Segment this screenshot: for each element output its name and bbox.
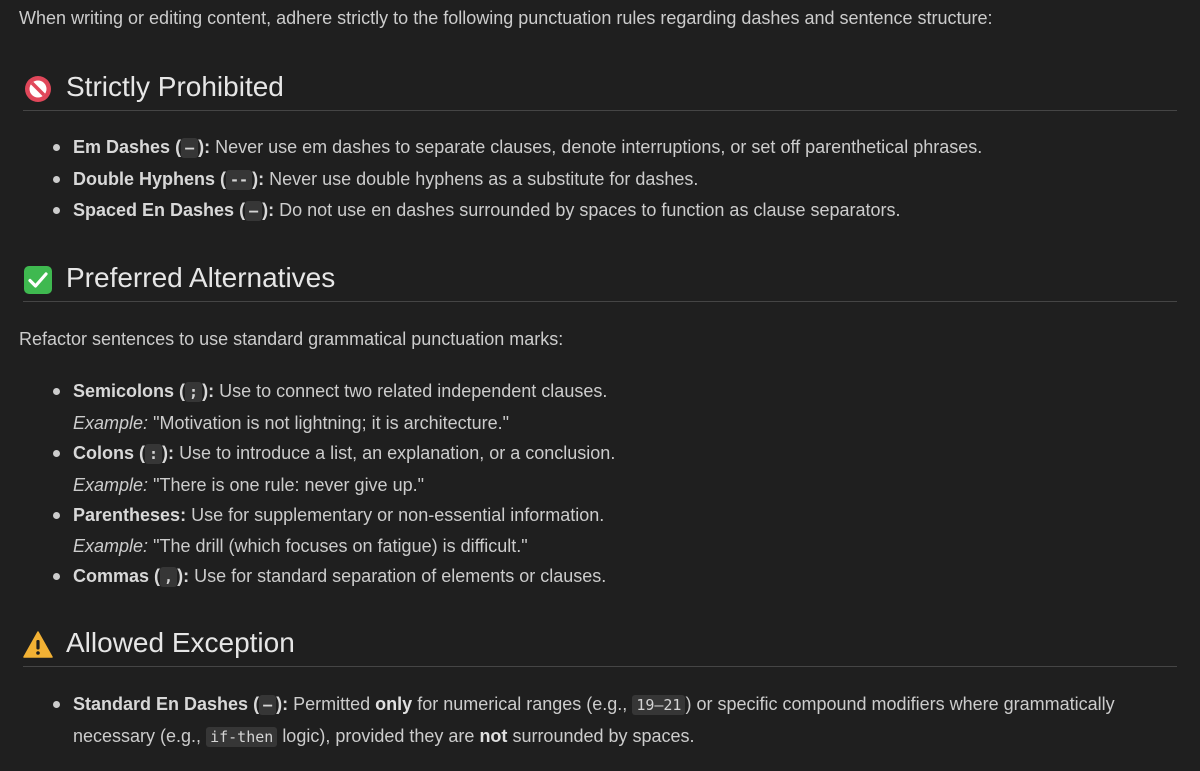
warning-icon xyxy=(23,630,53,660)
list-item xyxy=(49,164,1177,196)
no-entry-icon xyxy=(23,74,53,104)
heading-title: Allowed Exception xyxy=(66,627,295,658)
emphasis-only: only xyxy=(375,694,413,714)
term: Commas ( , ): xyxy=(73,566,190,586)
intro-text: When writing or editing content, adhere strictly to the following punctuation rules regarding dashes and sentence structure: xyxy=(19,8,993,28)
emphasis-not: not xyxy=(479,725,508,746)
bullet xyxy=(53,144,60,151)
term: Em Dashes ( — ): xyxy=(73,137,211,157)
list-item xyxy=(49,132,1177,164)
heading-title: Strictly Prohibited xyxy=(66,71,284,102)
bullet xyxy=(53,207,60,214)
term: Double Hyphens ( -- ): xyxy=(73,168,265,189)
example: Example: "The drill (which focuses on fatigue) is difficult." xyxy=(73,535,528,556)
exception-list xyxy=(49,689,1177,752)
description: Never use em dashes to separate clauses, denote interruptions, or set off parenthetical phrases. xyxy=(215,137,983,157)
list-item xyxy=(49,438,1177,500)
bullet xyxy=(53,450,60,457)
description: Use to connect two related independent clauses. xyxy=(219,381,608,401)
code-snippet: , xyxy=(160,567,177,587)
code-snippet: : xyxy=(145,444,162,464)
code-snippet: -- xyxy=(226,170,252,190)
heading-preferred-alternatives xyxy=(23,253,1177,302)
code-snippet: — xyxy=(181,138,198,158)
description: Use to introduce a list, an explanation, or a conclusion. xyxy=(179,443,616,463)
term: Spaced En Dashes ( – ): xyxy=(73,200,275,220)
bullet xyxy=(53,388,60,395)
bullet xyxy=(53,701,60,708)
term: Semicolons ( ; ): xyxy=(73,381,215,401)
description: Never use double hyphens as a substitute for dashes. xyxy=(269,168,699,189)
list-item xyxy=(49,500,1177,561)
code-compound: if-then xyxy=(206,727,277,747)
prohibited-list xyxy=(49,132,1177,227)
list-item xyxy=(49,376,1177,438)
code-snippet: – xyxy=(245,201,262,221)
description: Do not use en dashes surrounded by spaces to function as clause separators. xyxy=(279,200,901,220)
code-snippet: – xyxy=(259,695,276,715)
list-item xyxy=(49,561,1177,593)
bullet xyxy=(53,512,60,519)
term: Parentheses: xyxy=(73,505,187,525)
list-item xyxy=(49,195,1177,227)
term: Colons ( : ): xyxy=(73,443,175,463)
preferred-intro: Refactor sentences to use standard grammatical punctuation marks: xyxy=(19,329,564,349)
heading-strictly-prohibited xyxy=(23,62,1177,111)
list-item: Standard En Dashes ( – ): Permitted only for numerical ranges (e.g., 19–21 ) or specific compound modifiers where grammatically necessary (e.g., if-then logic), provided they are not surrounded by spaces. xyxy=(49,689,1177,752)
heading-title: Preferred Alternatives xyxy=(66,262,336,293)
bullet xyxy=(53,573,60,580)
bullet xyxy=(53,176,60,183)
description: Use for standard separation of elements or clauses. xyxy=(194,566,607,586)
description: Use for supplementary or non-essential information. xyxy=(191,505,605,525)
preferred-list xyxy=(49,376,1177,593)
code-range: 19–21 xyxy=(632,695,685,715)
example: Example: "Motivation is not lightning; it is architecture." xyxy=(73,412,510,433)
example: Example: "There is one rule: never give up." xyxy=(73,474,424,495)
term: Standard En Dashes ( – ): xyxy=(73,694,289,714)
heading-allowed-exception xyxy=(23,618,1177,667)
code-snippet: ; xyxy=(185,382,202,402)
check-mark-icon xyxy=(23,265,53,295)
